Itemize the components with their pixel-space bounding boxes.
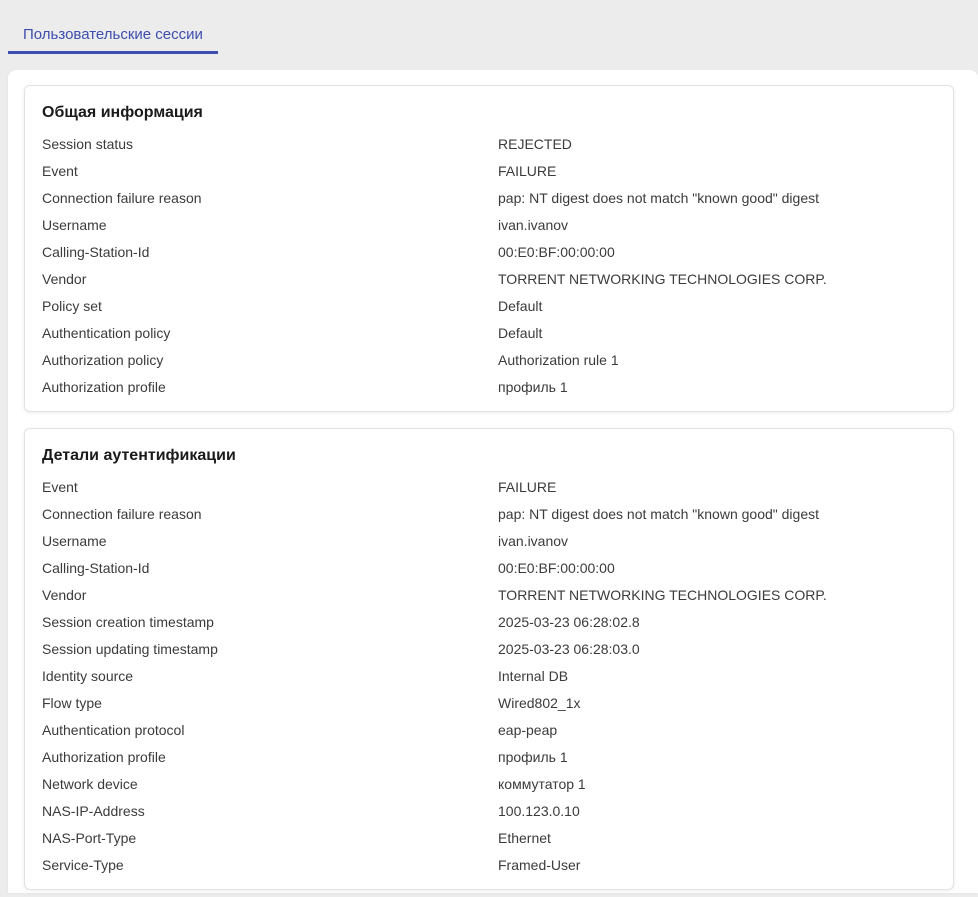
row-value: Default <box>498 298 543 314</box>
row-value: профиль 1 <box>498 749 568 765</box>
row-label: NAS-Port-Type <box>42 830 137 846</box>
card-title: Детали аутентификации <box>42 447 236 464</box>
row-value: Framed-User <box>498 857 581 873</box>
detail-row <box>42 744 937 771</box>
detail-row <box>42 690 937 717</box>
detail-row <box>42 266 937 293</box>
detail-row <box>42 771 937 798</box>
detail-row <box>42 798 937 825</box>
row-value: 2025-03-23 06:28:03.0 <box>498 641 640 657</box>
row-value: Internal DB <box>498 668 569 684</box>
row-label: Username <box>42 533 107 549</box>
row-value: 00:E0:BF:00:00:00 <box>498 560 615 576</box>
detail-row <box>42 474 937 501</box>
row-label: NAS-IP-Address <box>42 803 145 819</box>
detail-row <box>42 555 937 582</box>
detail-row <box>42 374 937 401</box>
row-label: Session creation timestamp <box>42 614 214 630</box>
detail-row <box>42 239 937 266</box>
row-label: Authorization profile <box>42 379 166 395</box>
row-label: Authorization policy <box>42 352 164 368</box>
row-value: FAILURE <box>498 163 557 179</box>
content-panel <box>8 70 978 893</box>
detail-row <box>42 528 937 555</box>
row-label: Connection failure reason <box>42 190 202 206</box>
row-label: Policy set <box>42 298 102 314</box>
row-label: Connection failure reason <box>42 506 202 522</box>
row-label: Authorization profile <box>42 749 166 765</box>
detail-row <box>42 717 937 744</box>
row-label: Session updating timestamp <box>42 641 218 657</box>
detail-row <box>42 636 937 663</box>
tab-user-sessions[interactable]: Пользовательские сессии <box>8 26 218 54</box>
row-value: Authorization rule 1 <box>498 352 619 368</box>
detail-row <box>42 347 937 374</box>
row-value: Default <box>498 325 543 341</box>
card-rows <box>42 131 937 401</box>
detail-row <box>42 852 937 879</box>
row-value: 2025-03-23 06:28:02.8 <box>498 614 640 630</box>
detail-row <box>42 212 937 239</box>
row-value: TORRENT NETWORKING TECHNOLOGIES CORP. <box>498 271 827 287</box>
detail-row <box>42 582 937 609</box>
detail-row <box>42 185 937 212</box>
row-value: REJECTED <box>498 136 572 152</box>
row-value: Wired802_1x <box>498 695 581 711</box>
row-value: ivan.ivanov <box>498 217 569 233</box>
row-label: Identity source <box>42 668 134 684</box>
row-label: Calling-Station-Id <box>42 560 150 576</box>
tab-bar <box>0 0 978 70</box>
detail-row <box>42 158 937 185</box>
card-title: Общая информация <box>42 104 203 121</box>
row-label: Session status <box>42 136 134 152</box>
row-value: Ethernet <box>498 830 551 846</box>
row-value: eap-peap <box>498 722 558 738</box>
cards <box>24 85 954 890</box>
row-label: Network device <box>42 776 138 792</box>
row-label: Calling-Station-Id <box>42 244 150 260</box>
detail-row <box>42 131 937 158</box>
row-value: 00:E0:BF:00:00:00 <box>498 244 615 260</box>
card-rows <box>42 474 937 879</box>
row-value: FAILURE <box>498 479 557 495</box>
row-value: коммутатор 1 <box>498 776 586 792</box>
row-label: Username <box>42 217 107 233</box>
card <box>24 428 954 890</box>
row-value: pap: NT digest does not match "known good" digest <box>498 506 819 522</box>
detail-row <box>42 663 937 690</box>
row-value: 100.123.0.10 <box>498 803 580 819</box>
row-value: pap: NT digest does not match "known good" digest <box>498 190 819 206</box>
detail-row <box>42 320 937 347</box>
row-value: TORRENT NETWORKING TECHNOLOGIES CORP. <box>498 587 827 603</box>
row-value: профиль 1 <box>498 379 568 395</box>
detail-row <box>42 293 937 320</box>
card <box>24 85 954 412</box>
row-value: ivan.ivanov <box>498 533 569 549</box>
row-label: Authentication policy <box>42 325 171 341</box>
detail-row <box>42 609 937 636</box>
row-label: Vendor <box>42 271 87 287</box>
row-label: Flow type <box>42 695 102 711</box>
row-label: Vendor <box>42 587 87 603</box>
row-label: Authentication protocol <box>42 722 185 738</box>
row-label: Event <box>42 163 78 179</box>
row-label: Service-Type <box>42 857 124 873</box>
row-label: Event <box>42 479 78 495</box>
detail-row <box>42 501 937 528</box>
detail-row <box>42 825 937 852</box>
